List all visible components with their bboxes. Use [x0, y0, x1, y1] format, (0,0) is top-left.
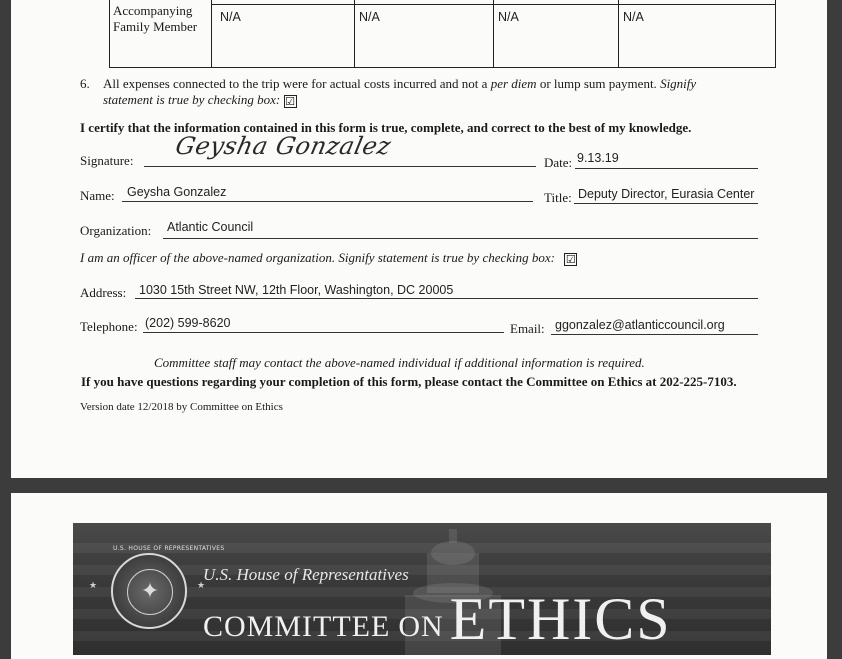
title-label: Title:: [544, 190, 572, 205]
star-icon: ★: [197, 581, 206, 591]
travelers-table: [109, 0, 776, 68]
staff-contact-note: Committee staff may contact the above-named individual if additional information is required.: [154, 355, 645, 370]
row-label-accompanying-family: Accompanying Family Member: [113, 3, 198, 34]
date-value[interactable]: 9.13.19: [577, 151, 619, 165]
item6-text-line2: statement is true by checking box: ☑: [103, 92, 295, 108]
form-page: [11, 0, 827, 478]
email-label: Email:: [510, 321, 545, 336]
date-label: Date:: [544, 155, 573, 170]
email-value[interactable]: ggonzalez@atlanticcouncil.org: [555, 318, 725, 332]
telephone-label: Telephone:: [80, 319, 138, 334]
name-label: Name:: [80, 188, 115, 203]
banner-subtitle: U.S. House of Representatives: [203, 565, 409, 584]
organization-value[interactable]: Atlantic Council: [167, 220, 254, 234]
version-date: Version date 12/2018 by Committee on Ethics: [80, 401, 283, 413]
star-icon: ★: [89, 581, 98, 591]
ethics-banner: [73, 523, 771, 655]
item-number: 6.: [80, 76, 90, 91]
officer-statement: I am an officer of the above-named organization. Signify statement is true by checking box: ☑: [80, 250, 576, 266]
certify-statement: I certify that the information contained in this form is true, complete, and correct to the best of my knowledge.: [80, 120, 692, 135]
address-value[interactable]: 1030 15th Street NW, 12th Floor, Washington, DC 20005: [139, 283, 454, 297]
telephone-value[interactable]: (202) 599-8620: [145, 316, 231, 330]
officer-checkbox[interactable]: ☑: [565, 253, 576, 266]
table-cell: N/A: [618, 0, 619, 67]
ethics-cover-page: [11, 493, 827, 659]
signature-label: Signature:: [80, 153, 134, 168]
item6-checkbox[interactable]: ☑: [285, 95, 295, 108]
eagle-icon: ✦: [127, 569, 173, 615]
name-value[interactable]: Geysha Gonzalez: [127, 185, 227, 199]
organization-label: Organization:: [80, 223, 152, 238]
table-cell: N/A: [211, 0, 212, 67]
seal-lettering: U.S. HOUSE OF REPRESENTATIVES: [113, 545, 225, 552]
table-cell: N/A: [354, 0, 355, 67]
title-value[interactable]: Deputy Director, Eurasia Center: [578, 187, 755, 201]
banner-title: COMMITTEE ON ETHICS: [203, 586, 672, 652]
questions-note: If you have questions regarding your completion of this form, please contact the Committee on Ethics at 202-225-7103.: [81, 374, 737, 389]
item6-text: All expenses connected to the trip were for actual costs incurred and not a per diem or lump sum payment. Signify: [103, 76, 697, 91]
house-seal-icon: [111, 553, 187, 629]
address-label: Address:: [80, 285, 127, 300]
signature-value[interactable]: Geysha Gonzalez: [173, 132, 394, 160]
table-cell: N/A: [493, 0, 494, 67]
